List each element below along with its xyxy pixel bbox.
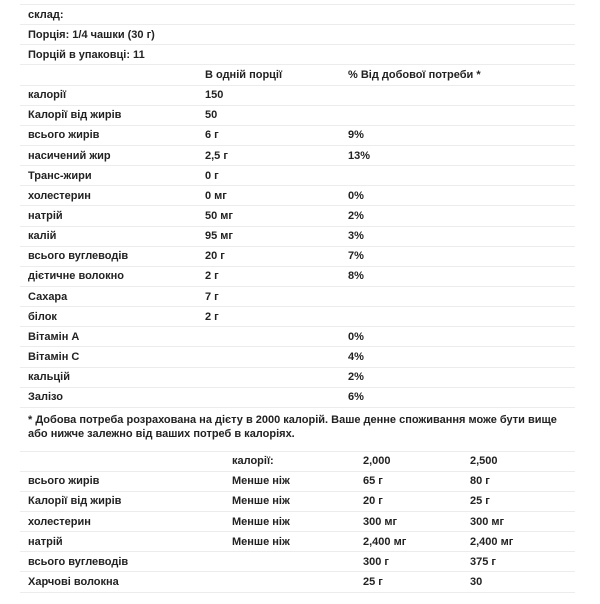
calories-2500-header: 2,500 [470,455,498,468]
ref-row-sodium [20,532,575,552]
nutrient-dv: 4% [348,350,364,363]
serving-size-label: Порція: 1/4 чашки (30 г) [28,28,155,41]
nutrient-label: Калорії від жирів [28,495,122,508]
row-vitamin-a [20,327,575,347]
nutrient-label: насичений жир [28,149,111,162]
nutrient-label: всього жирів [28,129,100,142]
calories-2000-header: 2,000 [363,455,391,468]
nutrient-dv: 0% [348,189,364,202]
value-2000: 2,400 мг [363,535,407,548]
row-calcium [20,368,575,388]
per-serving-column-header: В одній порції [205,68,283,81]
value-2000: 20 г [363,495,383,508]
nutrient-amount: 2 г [205,270,219,283]
nutrient-dv: 6% [348,391,364,404]
nutrient-label: дієтичне волокно [28,270,124,283]
row-iron [20,388,575,408]
nutrient-label: калорії [28,89,67,102]
row-saturated-fat [20,146,575,166]
nutrient-label: холестерин [28,515,91,528]
nutrient-label: калій [28,230,57,243]
nutrient-label: Вітамін С [28,350,80,363]
nutrient-amount: 50 [205,109,218,122]
nutrient-amount: 2 г [205,310,219,323]
nutrient-amount: 0 г [205,169,219,182]
nutrient-amount: 6 г [205,129,219,142]
nutrient-amount: 50 мг [205,209,234,222]
value-2500: 375 г [470,555,496,568]
row-calories [20,86,575,106]
nutrient-label: Сахара [28,290,68,303]
nutrient-label: Калорії від жирів [28,109,122,122]
nutrient-label: Залізо [28,391,63,404]
nutrient-dv: 2% [348,371,364,384]
nutrient-label: холестерин [28,189,91,202]
row-sodium [20,206,575,226]
nutrient-amount: 7 г [205,290,219,303]
nutrient-amount: 95 мг [205,230,234,243]
daily-value-footnote: * Добова потреба розрахована на дієту в 2000 калорій. Ваше денне споживання може бути вище або нижче залежно від ваших потреб в калоріях. [20,408,575,452]
qualifier: Менше ніж [232,535,290,548]
row-calories-from-fat [20,106,575,126]
nutrient-label: Вітамін А [28,330,80,343]
row-sugars [20,287,575,307]
nutrient-dv: 3% [348,230,364,243]
row-trans-fat [20,166,575,186]
value-2000: 65 г [363,475,383,488]
value-2500: 300 мг [470,515,505,528]
servings-per-container-label: Порцій в упаковці: 11 [28,48,145,61]
serving-size-row [20,25,575,45]
calories-column-header: калорії: [232,455,274,468]
daily-value-column-header: % Від добової потреби * [348,68,481,81]
nutrient-dv: 0% [348,330,364,343]
nutrient-amount: 150 [205,89,224,102]
row-vitamin-c [20,347,575,367]
nutrient-label: Транс-жири [28,169,92,182]
row-dietary-fiber [20,267,575,287]
ref-row-cholesterol [20,512,575,532]
nutrient-label: натрій [28,535,63,548]
nutrient-label: всього вуглеводів [28,250,129,263]
value-2500: 25 г [470,495,490,508]
nutrient-dv: 13% [348,149,371,162]
servings-per-container-row [20,45,575,65]
ref-row-total-carbohydrate [20,552,575,572]
value-2500: 80 г [470,475,490,488]
row-potassium [20,227,575,247]
ref-row-total-fat [20,472,575,492]
nutrient-amount: 2,5 г [205,149,228,162]
nutrient-dv: 2% [348,209,364,222]
nutrient-label: всього жирів [28,475,100,488]
nutrient-label: білок [28,310,57,323]
nutrition-facts-panel [20,4,575,593]
nutrient-label: кальцій [28,371,70,384]
composition-row [20,5,575,25]
composition-label: склад: [28,8,64,21]
nutrient-label: Харчові волокна [28,576,119,589]
value-2500: 2,400 мг [470,535,514,548]
value-2000: 300 мг [363,515,398,528]
nutrient-label: всього вуглеводів [28,555,129,568]
value-2000: 300 г [363,555,389,568]
value-2500: 30 [470,576,483,589]
row-total-carbohydrate [20,247,575,267]
row-protein [20,307,575,327]
nutrient-amount: 20 г [205,250,225,263]
ref-row-calories-from-fat [20,492,575,512]
nutrients-header-row [20,65,575,85]
nutrient-dv: 7% [348,250,364,263]
value-2000: 25 г [363,576,383,589]
qualifier: Менше ніж [232,475,290,488]
row-cholesterol [20,186,575,206]
nutrient-label: натрій [28,209,63,222]
nutrient-dv: 8% [348,270,364,283]
reference-table-header-row [20,452,575,472]
qualifier: Менше ніж [232,495,290,508]
nutrient-dv: 9% [348,129,364,142]
qualifier: Менше ніж [232,515,290,528]
ref-row-dietary-fiber [20,572,575,592]
row-total-fat [20,126,575,146]
nutrient-amount: 0 мг [205,189,227,202]
